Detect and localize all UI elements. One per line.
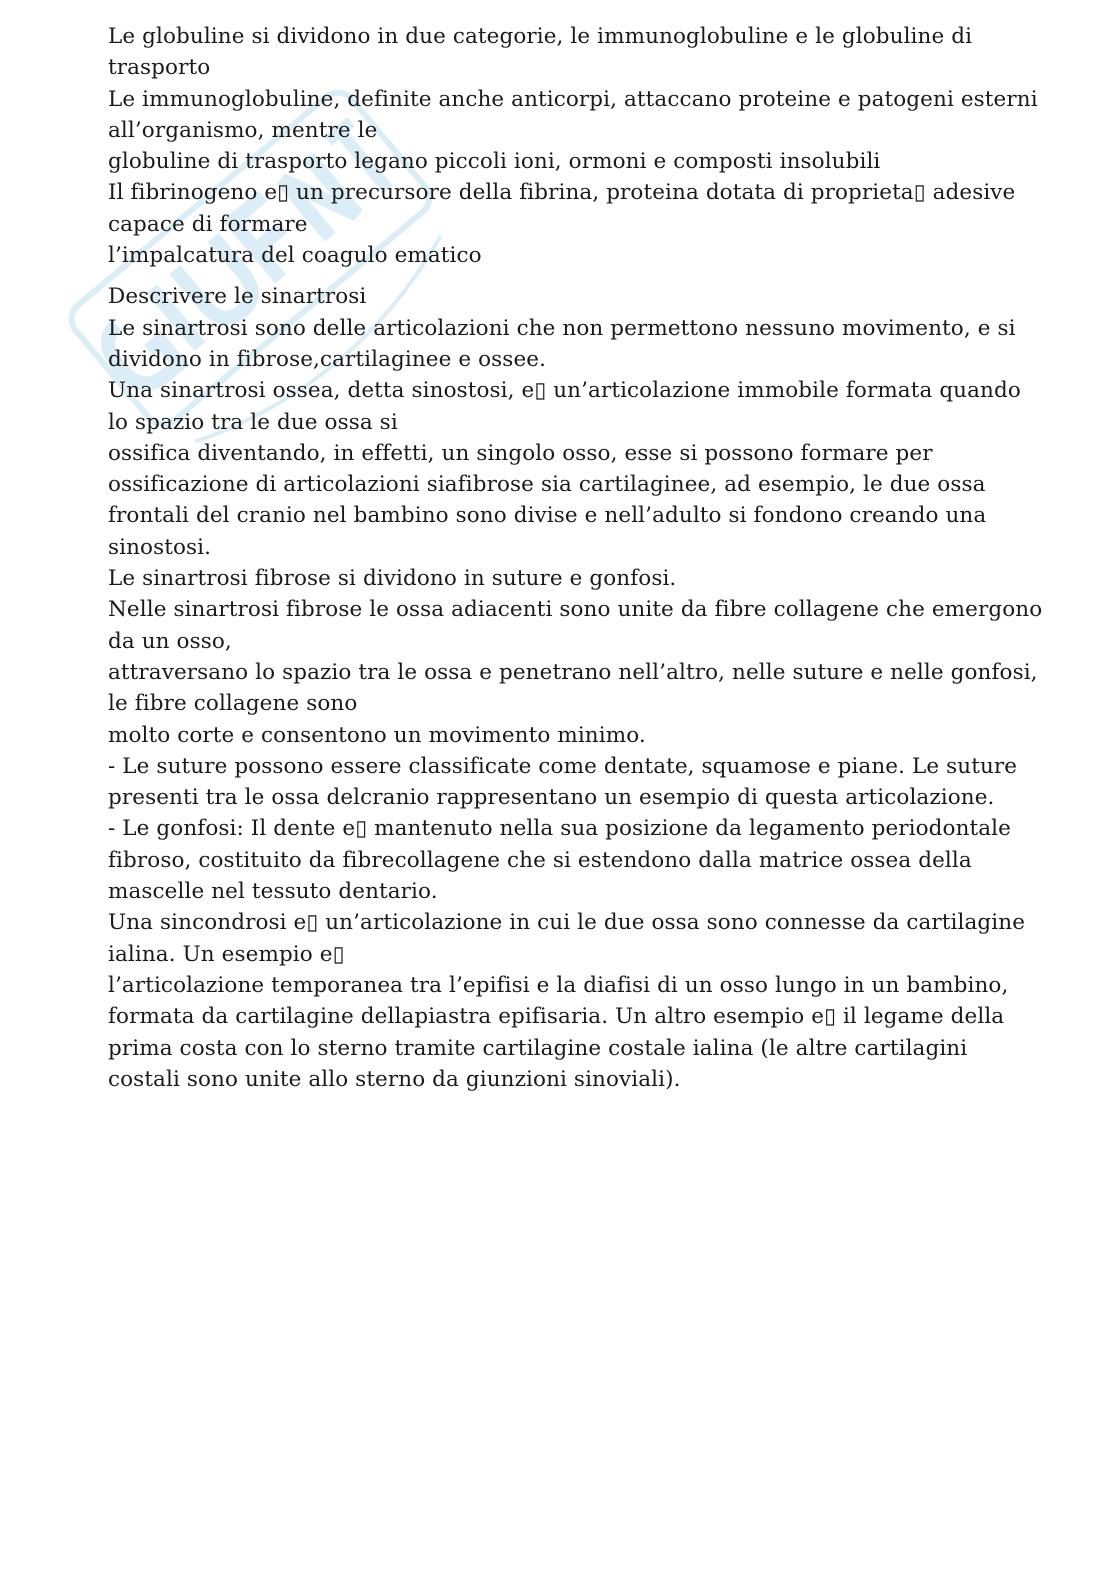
text-line: Le sinartrosi sono delle articolazioni che non permettono nessuno movimento, e si bbox=[108, 315, 1016, 341]
text-line: Le sinartrosi fibrose si dividono in suture e gonfosi. bbox=[108, 566, 677, 592]
text-line: globuline di trasporto legano piccoli ioni, ormoni e composti insolubili bbox=[108, 149, 881, 175]
text-line: all’organismo, mentre le bbox=[108, 117, 378, 143]
text-line: - Le gonfosi: Il dente e▯ mantenuto nella sua posizione da legamento periodontale bbox=[108, 816, 1011, 842]
text-line: dividono in fibrose,cartilaginee e ossee. bbox=[108, 346, 547, 372]
text-line: ossificazione di articolazioni siafibrose sia cartilaginee, ad esempio, le due ossa bbox=[108, 472, 986, 498]
text-line: ossifica diventando, in effetti, un singolo osso, esse si possono formare per bbox=[108, 440, 933, 466]
text-line: molto corte e consentono un movimento minimo. bbox=[108, 722, 646, 748]
text-line: Le globuline si dividono in due categorie, le immunoglobuline e le globuline di bbox=[108, 24, 973, 49]
section-heading: Descrivere le sinartrosi bbox=[108, 284, 367, 310]
text-line: sinostosi. bbox=[108, 534, 212, 560]
text-line: Nelle sinartrosi fibrose le ossa adiacenti sono unite da fibre collagene che emergono bbox=[108, 597, 1043, 623]
text-line: l’impalcatura del coagulo ematico bbox=[108, 243, 482, 269]
text-line: Le immunoglobuline, definite anche anticorpi, attaccano proteine e patogeni esterni bbox=[108, 86, 1038, 112]
text-line: Il fibrinogeno e▯ un precursore della fibrina, proteina dotata di proprieta▯ adesive bbox=[108, 180, 1016, 206]
text-line: trasporto bbox=[108, 55, 211, 81]
text-line: lo spazio tra le due ossa si bbox=[108, 409, 398, 435]
text-line: presenti tra le ossa delcranio rappresentano un esempio di questa articolazione. bbox=[108, 785, 995, 811]
text-line: - Le suture possono essere classificate come dentate, squamose e piane. Le suture bbox=[108, 753, 1018, 779]
text-line: da un osso, bbox=[108, 628, 232, 654]
text-line: costali sono unite allo sterno da giunzioni sinoviali). bbox=[108, 1066, 681, 1092]
document-body bbox=[108, 21, 1043, 1095]
text-line: frontali del cranio nel bambino sono divise e nell’adulto si fondono creando una bbox=[108, 503, 987, 529]
text-line: mascelle nel tessuto dentario. bbox=[108, 879, 438, 905]
text-line: Una sinartrosi ossea, detta sinostosi, e▯ un’articolazione immobile formata quando bbox=[108, 378, 1021, 404]
text-line: le fibre collagene sono bbox=[108, 691, 358, 717]
text-line: formata da cartilagine dellapiastra epifisaria. Un altro esempio e▯ il legame della bbox=[108, 1004, 1005, 1030]
paragraph-gap bbox=[108, 271, 1038, 281]
text-line: Una sincondrosi e▯ un’articolazione in cui le due ossa sono connesse da cartilagine bbox=[108, 910, 1026, 936]
text-line: ialina. Un esempio e▯ bbox=[108, 941, 345, 967]
text-line: l’articolazione temporanea tra l’epifisi e la diafisi di un osso lungo in un bambino, bbox=[108, 972, 1009, 998]
text-line: prima costa con lo sterno tramite cartilagine costale ialina (le altre cartilagini bbox=[108, 1035, 968, 1061]
text-line: capace di formare bbox=[108, 211, 308, 237]
text-line: fibroso, costituito da fibrecollagene che si estendono dalla matrice ossea della bbox=[108, 847, 972, 873]
text-line: attraversano lo spazio tra le ossa e penetrano nell’altro, nelle suture e nelle gonfosi, bbox=[108, 659, 1038, 685]
